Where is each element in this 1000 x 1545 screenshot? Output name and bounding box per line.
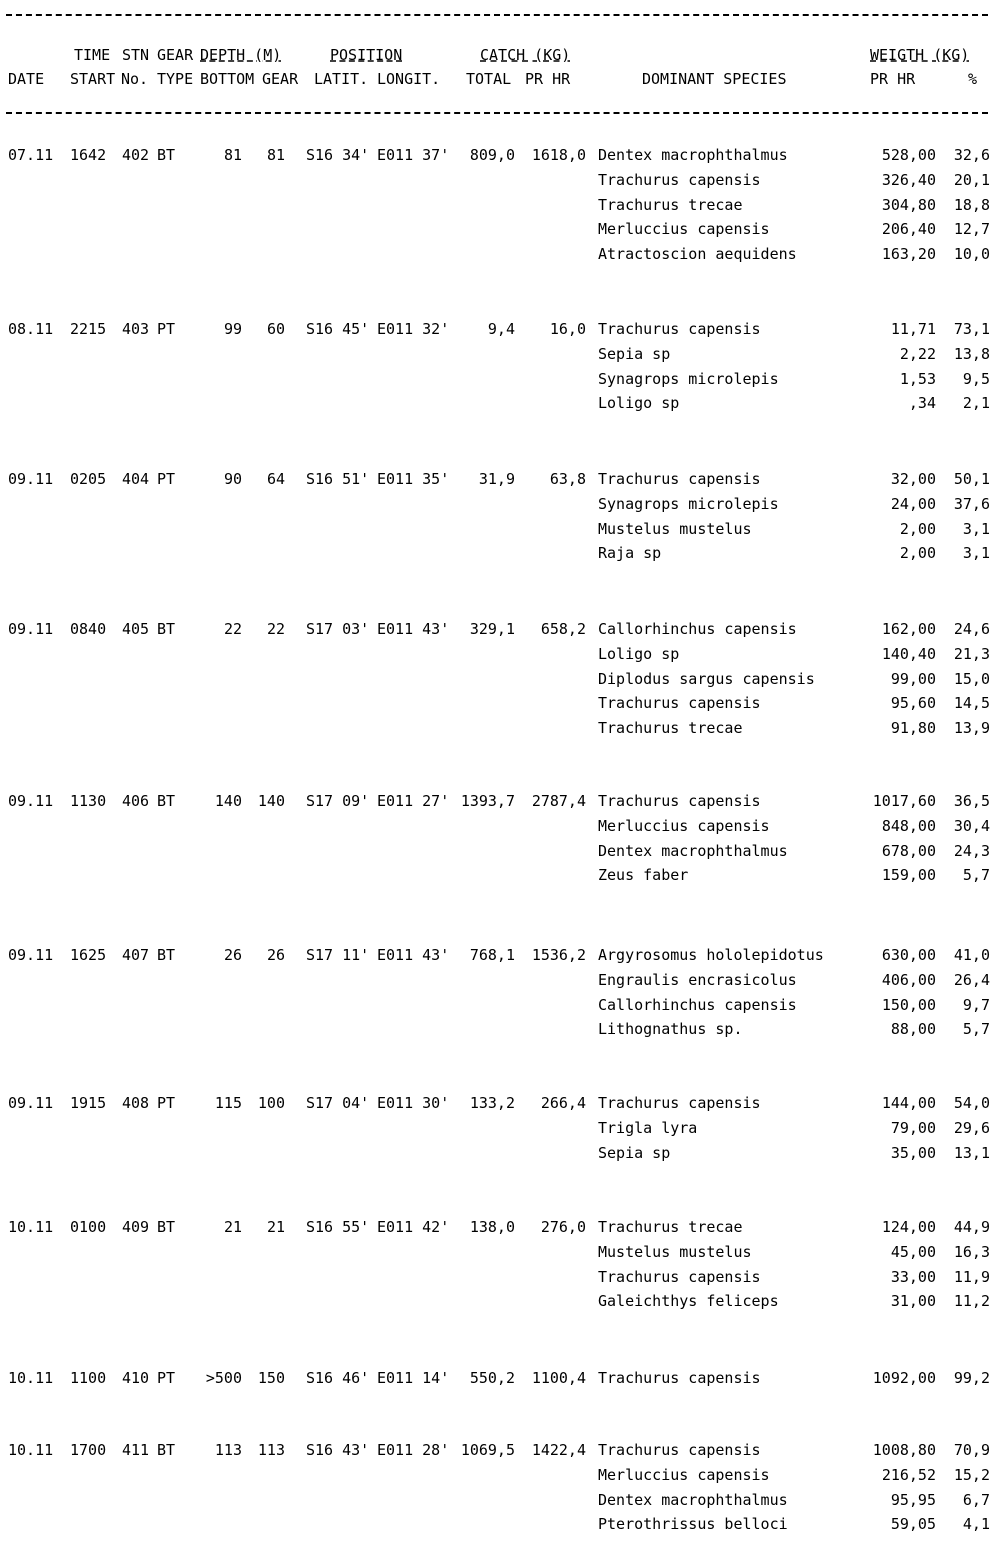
longitude-cell: E011 32' [377, 320, 450, 338]
species-percent: 18,8 [953, 195, 990, 214]
species-percent: 9,7 [962, 995, 990, 1014]
species-percent: 11,2 [953, 1292, 990, 1311]
time-start-cell: 1100 [70, 1369, 107, 1387]
species-name: Callorhinchus capensis [598, 995, 797, 1014]
species-percent: 24,3 [953, 841, 990, 860]
species-percent: 11,9 [953, 1267, 990, 1286]
species-percent: 26,4 [953, 970, 990, 989]
catch-per-hour-cell: 276,0 [540, 1218, 586, 1236]
gear-type-cell: BT [157, 1218, 176, 1236]
species-name: Trachurus trecae [598, 719, 743, 738]
dominant-species-header: DOMINANT SPECIES [642, 70, 787, 88]
catch-total-cell: 809,0 [469, 146, 515, 164]
species-name: Lithognathus sp. [598, 1020, 743, 1039]
date-header: DATE [8, 70, 45, 88]
time-start-cell: 1700 [70, 1441, 107, 1459]
species-percent: 4,1 [962, 1515, 990, 1534]
species-name: Merluccius capensis [598, 816, 770, 835]
gear-depth-cell: 21 [266, 1218, 285, 1236]
species-weight: 91,80 [890, 719, 936, 738]
date-cell: 10.11 [8, 1441, 54, 1459]
species-percent: 29,6 [953, 1118, 990, 1137]
species-name: Galeichthys feliceps [598, 1292, 779, 1311]
species-weight: 206,40 [881, 220, 936, 239]
species-name: Pterothrissus belloci [598, 1515, 788, 1534]
gear-type-cell: PT [157, 1094, 176, 1112]
no-header: No. [121, 70, 149, 88]
catch-per-hour-cell: 2787,4 [531, 792, 586, 810]
latitude-cell: S16 43' [306, 1441, 370, 1459]
species-weight: 11,71 [890, 320, 936, 338]
species-percent: 41,0 [953, 946, 990, 964]
species-weight: 33,00 [890, 1267, 936, 1286]
species-name: Dentex macrophthalmus [598, 146, 788, 164]
species-name: Trachurus capensis [598, 1094, 761, 1112]
catch-total-cell: 1069,5 [460, 1441, 515, 1459]
gear-depth-cell: 150 [257, 1369, 285, 1387]
date-cell: 10.11 [8, 1369, 54, 1387]
date-cell: 07.11 [8, 146, 54, 164]
species-weight: 2,00 [899, 544, 936, 563]
percent-header: % [968, 70, 978, 88]
weight-group-label: WEIGTH (KG) [870, 46, 970, 64]
date-cell: 09.11 [8, 946, 54, 964]
longitude-cell: E011 14' [377, 1369, 450, 1387]
species-percent: 16,3 [953, 1242, 990, 1261]
gear-type-cell: PT [157, 1369, 176, 1387]
species-percent: 9,5 [962, 369, 990, 388]
species-weight: 1008,80 [872, 1441, 936, 1459]
species-percent: 6,7 [962, 1490, 990, 1509]
species-name: Merluccius capensis [598, 220, 770, 239]
station-number-cell: 407 [122, 946, 150, 964]
catch-total-cell: 768,1 [469, 946, 515, 964]
species-percent: 99,2 [953, 1369, 990, 1387]
species-percent: 32,6 [953, 146, 990, 164]
gear-type-cell: PT [157, 320, 176, 338]
species-weight: 528,00 [881, 146, 936, 164]
species-name: Trachurus capensis [598, 320, 761, 338]
species-name: Trachurus capensis [598, 1441, 761, 1459]
bottom-depth-cell: 115 [214, 1094, 242, 1112]
station-number-cell: 403 [122, 320, 150, 338]
station-number-cell: 408 [122, 1094, 150, 1112]
species-weight: 630,00 [881, 946, 936, 964]
species-weight: 31,00 [890, 1292, 936, 1311]
bottom-depth-cell: 81 [223, 146, 242, 164]
date-cell: 10.11 [8, 1218, 54, 1236]
species-name: Mustelus mustelus [598, 1242, 752, 1261]
species-percent: 15,2 [953, 1465, 990, 1484]
gear-depth-cell: 140 [257, 792, 285, 810]
species-weight: 140,40 [881, 644, 936, 663]
species-percent: 3,1 [962, 519, 990, 538]
catch-total-cell: 31,9 [478, 470, 515, 488]
species-weight: 24,00 [890, 494, 936, 513]
species-percent: 13,1 [953, 1143, 990, 1162]
species-name: Merluccius capensis [598, 1465, 770, 1484]
gear-type-cell: BT [157, 792, 176, 810]
station-number-cell: 409 [122, 1218, 150, 1236]
species-name: Synagrops microlepis [598, 369, 779, 388]
gear-type-cell: BT [157, 946, 176, 964]
species-name: Trachurus capensis [598, 1267, 761, 1286]
species-weight: 88,00 [890, 1020, 936, 1039]
catch-per-hour-cell: 63,8 [549, 470, 586, 488]
species-weight: 1,53 [899, 369, 936, 388]
species-weight: 95,95 [890, 1490, 936, 1509]
species-percent: 73,1 [953, 320, 990, 338]
catch-total-cell: 9,4 [487, 320, 515, 338]
species-percent: 70,9 [953, 1441, 990, 1459]
bottom-depth-cell: 26 [223, 946, 242, 964]
species-name: Trigla lyra [598, 1118, 698, 1137]
species-weight: 304,80 [881, 195, 936, 214]
species-name: Mustelus mustelus [598, 519, 752, 538]
gear-header-top: GEAR [157, 46, 194, 64]
latitude-cell: S17 11' [306, 946, 370, 964]
species-percent: 54,0 [953, 1094, 990, 1112]
depth-group-label: DEPTH (M) [200, 46, 282, 64]
species-weight: 144,00 [881, 1094, 936, 1112]
species-percent: 3,1 [962, 544, 990, 563]
species-weight: 2,22 [899, 344, 936, 363]
station-number-cell: 406 [122, 792, 150, 810]
species-percent: 37,6 [953, 494, 990, 513]
species-weight: 59,05 [890, 1515, 936, 1534]
time-header: TIME [74, 46, 111, 64]
longitude-cell: E011 43' [377, 946, 450, 964]
latitude-cell: S16 55' [306, 1218, 370, 1236]
station-number-cell: 404 [122, 470, 150, 488]
latitude-cell: S16 46' [306, 1369, 370, 1387]
species-percent: 13,8 [953, 344, 990, 363]
species-percent: 15,0 [953, 669, 990, 688]
species-name: Argyrosomus hololepidotus [598, 946, 824, 964]
position-group-label: POSITION [330, 46, 403, 64]
stn-header: STN [122, 46, 150, 64]
time-start-cell: 1915 [70, 1094, 107, 1112]
station-number-cell: 405 [122, 620, 150, 638]
species-weight: 124,00 [881, 1218, 936, 1236]
species-weight: 99,00 [890, 669, 936, 688]
species-weight: 2,00 [899, 519, 936, 538]
catch-total-cell: 1393,7 [460, 792, 515, 810]
bottom-depth-cell: >500 [205, 1369, 242, 1387]
header-dashed-rule [6, 112, 988, 114]
species-name: Sepia sp [598, 344, 671, 363]
time-start-cell: 0205 [70, 470, 107, 488]
species-percent: 24,6 [953, 620, 990, 638]
time-start-cell: 1130 [70, 792, 107, 810]
date-cell: 09.11 [8, 470, 54, 488]
species-name: Trachurus capensis [598, 470, 761, 488]
species-weight: 406,00 [881, 970, 936, 989]
species-percent: 2,1 [962, 394, 990, 413]
species-weight: ,34 [908, 394, 936, 413]
longit-header: LONGIT. [377, 70, 441, 88]
bottom-depth-cell: 113 [214, 1441, 242, 1459]
longitude-cell: E011 30' [377, 1094, 450, 1112]
latitude-cell: S17 04' [306, 1094, 370, 1112]
species-name: Synagrops microlepis [598, 494, 779, 513]
catch-total-cell: 329,1 [469, 620, 515, 638]
date-cell: 09.11 [8, 1094, 54, 1112]
species-name: Trachurus capensis [598, 792, 761, 810]
species-name: Raja sp [598, 544, 662, 563]
total-header: TOTAL [466, 70, 512, 88]
gear-depth-cell: 81 [266, 146, 285, 164]
bottom-depth-cell: 90 [223, 470, 242, 488]
latitude-cell: S16 51' [306, 470, 370, 488]
gear-type-cell: BT [157, 1441, 176, 1459]
catch-group-label: CATCH (KG) [480, 46, 571, 64]
longitude-cell: E011 37' [377, 146, 450, 164]
species-weight: 79,00 [890, 1118, 936, 1137]
species-name: Dentex macrophthalmus [598, 1490, 788, 1509]
prhr-header: PR HR [525, 70, 571, 88]
species-percent: 36,5 [953, 792, 990, 810]
date-cell: 09.11 [8, 620, 54, 638]
species-name: Callorhinchus capensis [598, 620, 797, 638]
time-start-cell: 2215 [70, 320, 107, 338]
species-weight: 150,00 [881, 995, 936, 1014]
bottom-header: BOTTOM [200, 70, 255, 88]
latit-header: LATIT. [314, 70, 369, 88]
latitude-cell: S16 34' [306, 146, 370, 164]
gear-depth-cell: 26 [266, 946, 285, 964]
longitude-cell: E011 43' [377, 620, 450, 638]
species-percent: 12,7 [953, 220, 990, 239]
catch-per-hour-cell: 1618,0 [531, 146, 586, 164]
gear-depth-cell: 100 [257, 1094, 285, 1112]
species-name: Loligo sp [598, 394, 680, 413]
species-weight: 1017,60 [872, 792, 936, 810]
species-weight: 35,00 [890, 1143, 936, 1162]
gear-depth-cell: 22 [266, 620, 285, 638]
species-weight: 163,20 [881, 245, 936, 264]
species-name: Trachurus capensis [598, 694, 761, 713]
bottom-depth-cell: 21 [223, 1218, 242, 1236]
catch-total-cell: 138,0 [469, 1218, 515, 1236]
catch-per-hour-cell: 16,0 [549, 320, 586, 338]
bottom-depth-cell: 140 [214, 792, 242, 810]
species-weight: 32,00 [890, 470, 936, 488]
species-percent: 10,0 [953, 245, 990, 264]
species-percent: 5,7 [962, 866, 990, 885]
latitude-cell: S16 45' [306, 320, 370, 338]
catch-total-cell: 550,2 [469, 1369, 515, 1387]
species-name: Sepia sp [598, 1143, 671, 1162]
species-percent: 14,5 [953, 694, 990, 713]
station-number-cell: 410 [122, 1369, 150, 1387]
date-cell: 08.11 [8, 320, 54, 338]
species-name: Loligo sp [598, 644, 680, 663]
species-name: Trachurus capensis [598, 1369, 761, 1387]
catch-per-hour-cell: 1422,4 [531, 1441, 586, 1459]
species-name: Trachurus trecae [598, 195, 743, 214]
catch-per-hour-cell: 266,4 [540, 1094, 586, 1112]
species-name: Atractoscion aequidens [598, 245, 797, 264]
longitude-cell: E011 42' [377, 1218, 450, 1236]
table-header [0, 0, 1000, 100]
species-name: Dentex macrophthalmus [598, 841, 788, 860]
species-weight: 848,00 [881, 816, 936, 835]
longitude-cell: E011 27' [377, 792, 450, 810]
start-header: START [70, 70, 116, 88]
species-weight: 1092,00 [872, 1369, 936, 1387]
longitude-cell: E011 35' [377, 470, 450, 488]
species-weight: 216,52 [881, 1465, 936, 1484]
catch-per-hour-cell: 1100,4 [531, 1369, 586, 1387]
gear-depth-cell: 64 [266, 470, 285, 488]
gear-depth-cell: 60 [266, 320, 285, 338]
species-percent: 50,1 [953, 470, 990, 488]
species-name: Trachurus trecae [598, 1218, 743, 1236]
gear-type-cell: BT [157, 146, 176, 164]
latitude-cell: S17 09' [306, 792, 370, 810]
bottom-depth-cell: 22 [223, 620, 242, 638]
time-start-cell: 0100 [70, 1218, 107, 1236]
species-name: Diplodus sargus capensis [598, 669, 815, 688]
bottom-depth-cell: 99 [223, 320, 242, 338]
species-weight: 162,00 [881, 620, 936, 638]
species-percent: 44,9 [953, 1218, 990, 1236]
catch-total-cell: 133,2 [469, 1094, 515, 1112]
gear-type-cell: PT [157, 470, 176, 488]
longitude-cell: E011 28' [377, 1441, 450, 1459]
station-number-cell: 402 [122, 146, 150, 164]
species-name: Zeus faber [598, 866, 689, 885]
time-start-cell: 0840 [70, 620, 107, 638]
species-percent: 5,7 [962, 1020, 990, 1039]
station-number-cell: 411 [122, 1441, 150, 1459]
time-start-cell: 1642 [70, 146, 107, 164]
time-start-cell: 1625 [70, 946, 107, 964]
species-weight: 45,00 [890, 1242, 936, 1261]
species-percent: 21,3 [953, 644, 990, 663]
species-weight: 95,60 [890, 694, 936, 713]
species-name: Trachurus capensis [598, 170, 761, 189]
gear-type-cell: BT [157, 620, 176, 638]
species-weight: 678,00 [881, 841, 936, 860]
type-header: TYPE [157, 70, 194, 88]
weight-prhr-header: PR HR [870, 70, 916, 88]
catch-per-hour-cell: 658,2 [540, 620, 586, 638]
species-name: Engraulis encrasicolus [598, 970, 797, 989]
latitude-cell: S17 03' [306, 620, 370, 638]
gear-depth-header: GEAR [262, 70, 299, 88]
catch-per-hour-cell: 1536,2 [531, 946, 586, 964]
species-weight: 326,40 [881, 170, 936, 189]
species-percent: 13,9 [953, 719, 990, 738]
gear-depth-cell: 113 [257, 1441, 285, 1459]
species-weight: 159,00 [881, 866, 936, 885]
species-percent: 20,1 [953, 170, 990, 189]
species-percent: 30,4 [953, 816, 990, 835]
date-cell: 09.11 [8, 792, 54, 810]
